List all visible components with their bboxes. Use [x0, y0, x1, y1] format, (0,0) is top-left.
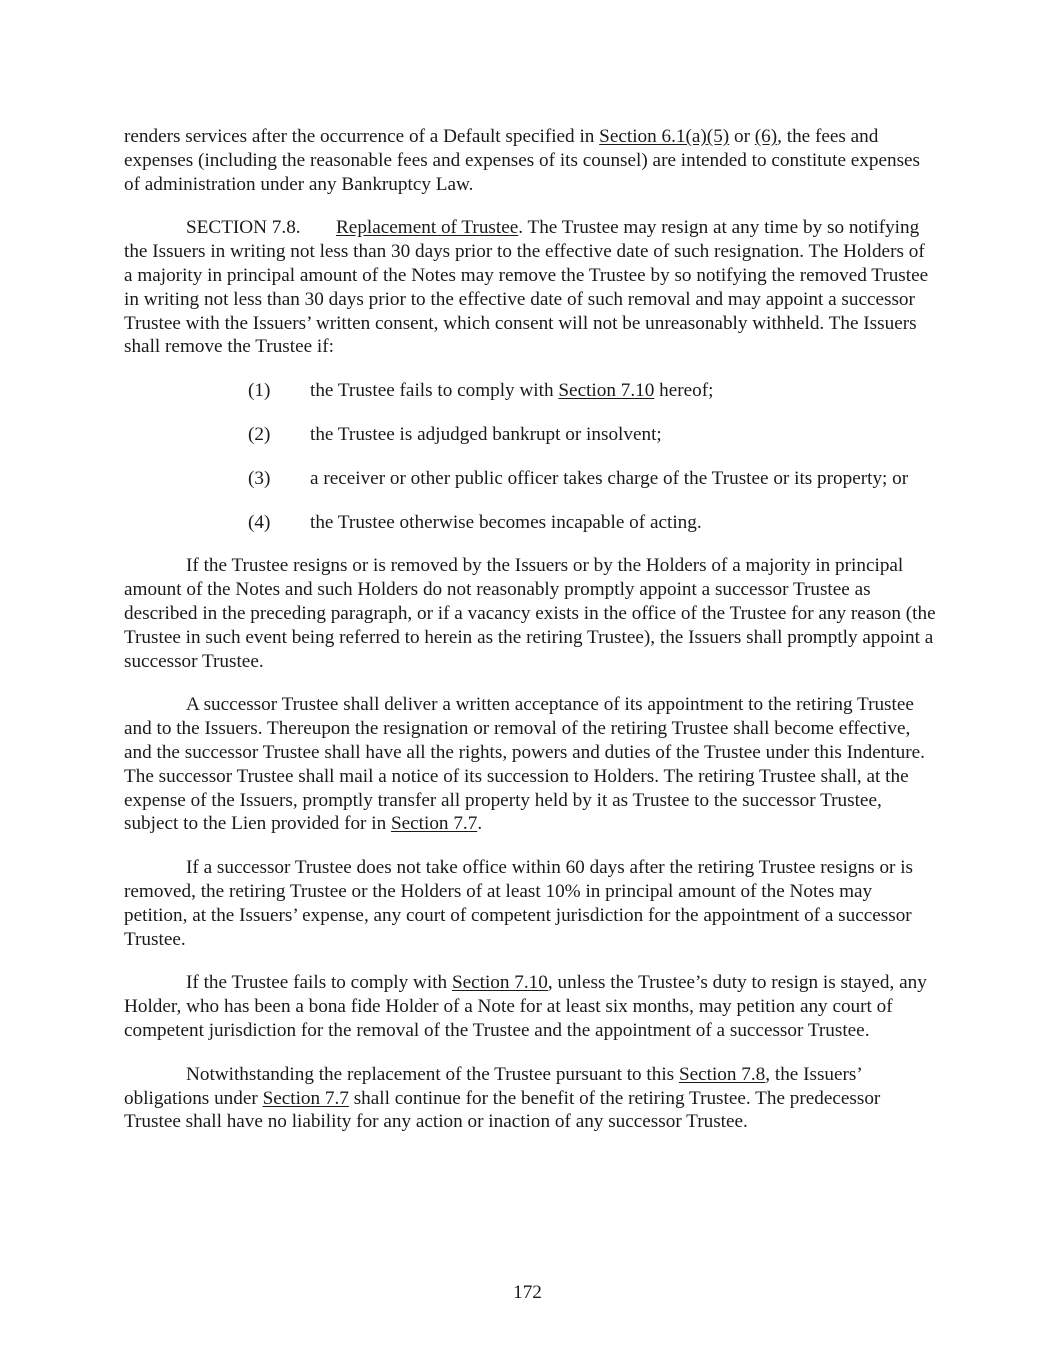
text: A successor Trustee shall deliver a written acceptance of its appointment to the retiring Trustee and to the Issuers. Thereupon the resignation or removal of the retiring Trustee shall become effective, and the successor Trustee shall have all the rights, powers and duties of the Trustee under this Indenture. The successor Trustee shall mail a notice of its succession to Holders. The retiring Trustee shall, at the expense of the Issuers, promptly transfer all property held by it as Trustee to the successor Trustee, subject to the Lien provided for in — [124, 694, 925, 835]
page-number: 172 — [513, 1282, 542, 1303]
cross-reference-link[interactable]: (6) — [754, 126, 778, 147]
list-item — [186, 511, 936, 535]
item-number: (2) — [248, 423, 271, 445]
text: If the Trustee fails to comply with — [186, 972, 452, 994]
document-page — [124, 125, 936, 1154]
cross-reference-link[interactable]: Section 7.10 — [558, 380, 655, 402]
paragraph — [124, 1063, 936, 1134]
section-body: . The Trustee may resign at any time by so notifying the Issuers in writing not less than 30 days prior to the effective date of such resignation. The Holders of a majority in principal amount of the Notes may remove the Trustee by so notifying the removed Trustee in writing not less than 30 days prior to the effective date of such removal and may appoint a successor Trustee with the Issuers’ written consent, which consent will not be unreasonably withheld. The Issuers shall remove the Trustee if: — [124, 217, 929, 358]
text: Notwithstanding the replacement of the Trustee pursuant to this — [186, 1063, 679, 1085]
text: or — [729, 126, 755, 147]
cross-reference-link[interactable]: Section 7.10 — [451, 972, 548, 994]
text: , the Issuers’ obligations under — [124, 1063, 862, 1109]
list-item — [186, 423, 936, 447]
item-text: the Trustee is adjudged bankrupt or insolvent; — [310, 423, 662, 445]
paragraph-continued — [124, 125, 936, 196]
paragraph — [124, 971, 936, 1042]
item-number: (3) — [248, 467, 271, 489]
section-number: SECTION 7.8. — [186, 217, 301, 239]
section-heading: Replacement of Trustee — [336, 217, 519, 239]
item-number: (4) — [248, 511, 271, 533]
cross-reference-link[interactable]: Section 7.8 — [678, 1063, 766, 1085]
list-item — [186, 379, 936, 403]
text: , the fees and expenses (including the reasonable fees and expenses of its counsel) are intended to constitute expenses of administration under any Bankruptcy Law. — [124, 126, 921, 195]
item-number: (1) — [248, 380, 271, 402]
text: , unless the Trustee’s duty to resign is stayed, any Holder, who has been a bona fide Holder of a Note for at least six months, may petition any court of competent jurisdiction for the removal of the Trustee and the appointment of a successor Trustee. — [124, 972, 927, 1041]
text: renders services after the occurrence of a Default specified in — [124, 126, 600, 147]
text: . — [477, 813, 483, 835]
paragraph: If a successor Trustee does not take office within 60 days after the retiring Trustee resigns or is removed, the retiring Trustee or the Holders of at least 10% in principal amount of the Notes may petition, at the Issuers’ expense, any court of competent jurisdiction for the appointment of a successor Trustee. — [124, 857, 914, 950]
cross-reference-link[interactable]: Section 6.1(a)(5) — [599, 126, 730, 147]
text: shall continue for the benefit of the retiring Trustee. The predecessor Trustee shall have no liability for any action or inaction of any successor Trustee. — [124, 1087, 881, 1133]
item-text: the Trustee fails to comply with — [310, 380, 559, 402]
item-text: the Trustee otherwise becomes incapable of acting. — [310, 511, 702, 533]
paragraph: If the Trustee resigns or is removed by the Issuers or by the Holders of a majority in principal amount of the Notes and such Holders do not reasonably promptly appoint a successor Trustee as described in the preceding paragraph, or if a vacancy exists in the office of the Trustee for any reason (the Trustee in such event being referred to herein as the retiring Trustee), the Issuers shall promptly appoint a successor Trustee. — [124, 555, 936, 672]
cross-reference-link[interactable]: Section 7.7 — [262, 1087, 349, 1109]
item-text: a receiver or other public officer takes charge of the Trustee or its property; or — [310, 467, 909, 489]
cross-reference-link[interactable]: Section 7.7 — [390, 813, 478, 835]
paragraph — [124, 693, 936, 836]
item-text: hereof; — [654, 380, 714, 402]
section-paragraph — [124, 216, 936, 359]
list-item — [186, 467, 936, 491]
